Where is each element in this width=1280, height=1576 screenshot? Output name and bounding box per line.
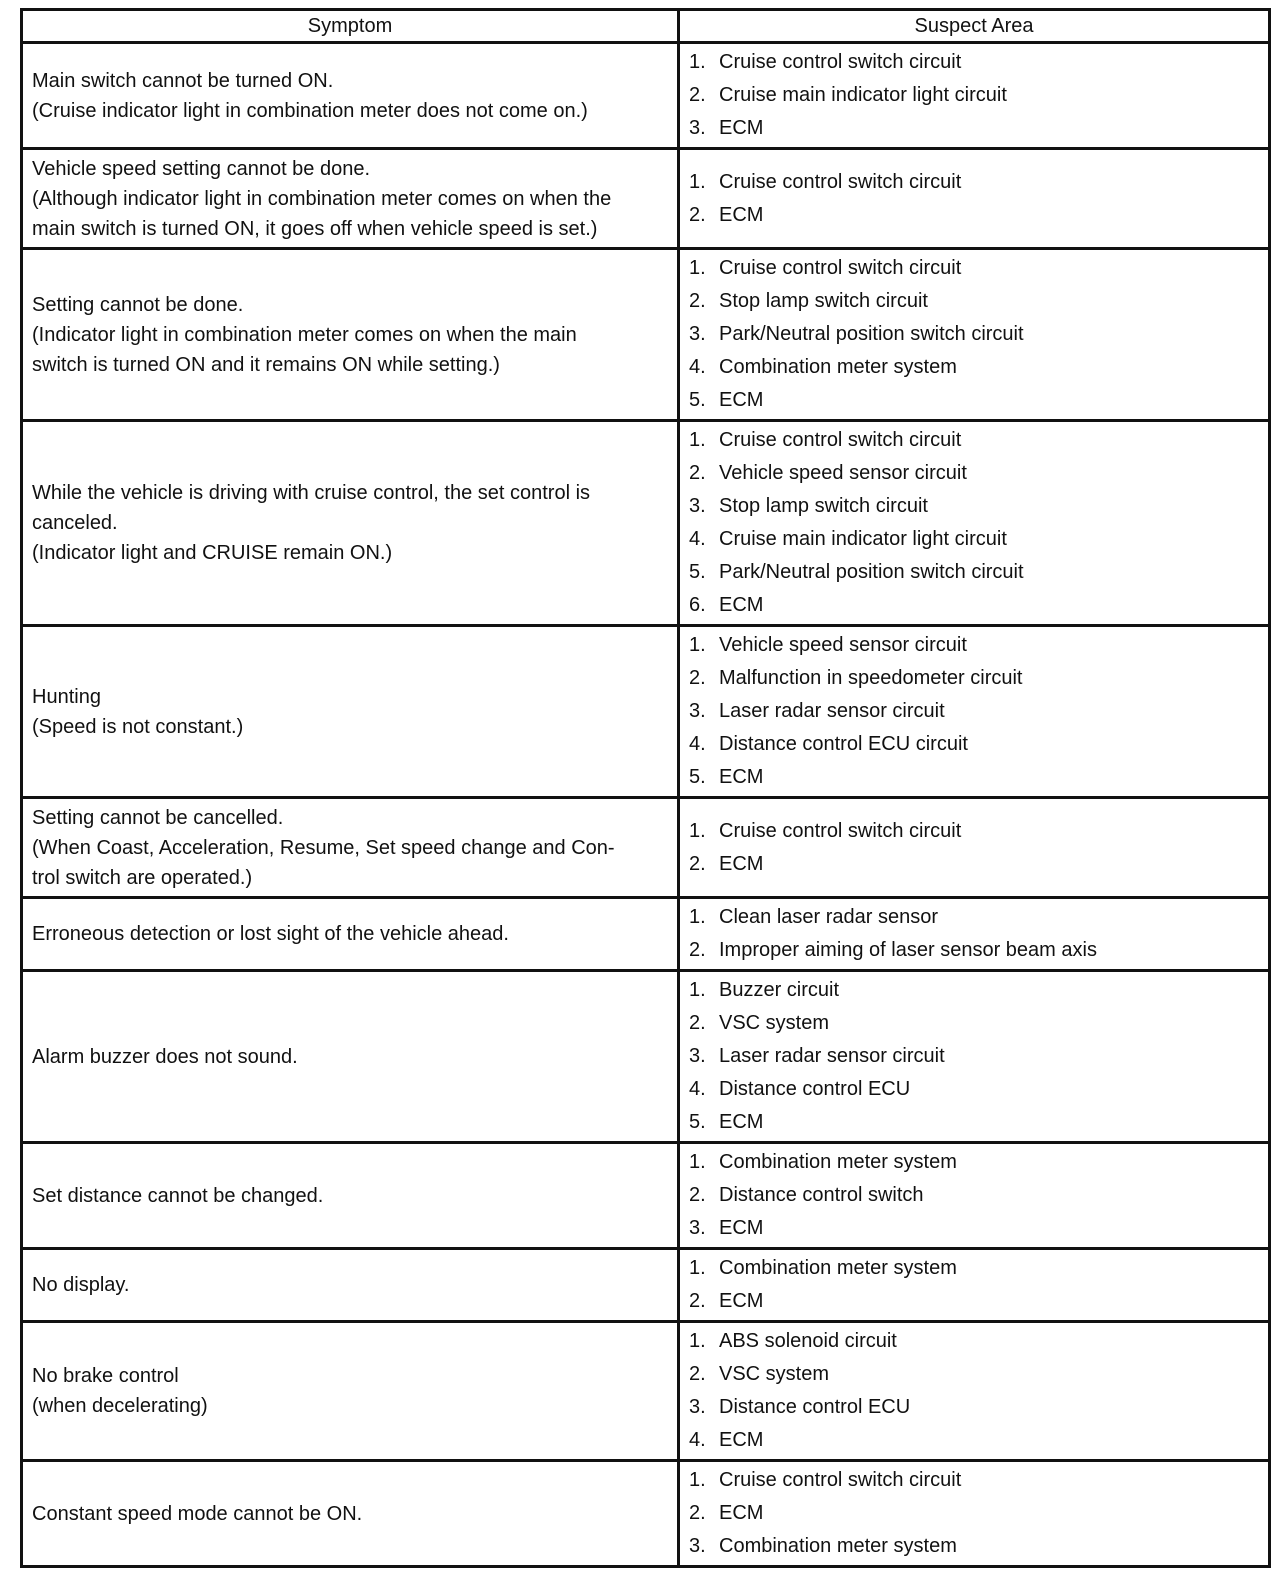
item-text: Malfunction in speedometer circuit bbox=[719, 667, 1023, 689]
item-text: Combination meter system bbox=[719, 1257, 957, 1279]
item-number: 1. bbox=[689, 1469, 706, 1491]
list-item bbox=[689, 1464, 1258, 1497]
symptom-cell bbox=[22, 1322, 679, 1461]
item-number: 1. bbox=[689, 1330, 706, 1352]
item-text: ECM bbox=[719, 1429, 764, 1451]
item-number: 4. bbox=[689, 733, 706, 755]
item-text: Improper aiming of laser sensor beam axis bbox=[719, 939, 1097, 961]
item-text: Clean laser radar sensor bbox=[719, 906, 938, 928]
item-number: 2. bbox=[689, 1184, 706, 1206]
symptom-cell bbox=[22, 249, 679, 421]
item-number: 3. bbox=[689, 1045, 706, 1067]
list-item bbox=[689, 79, 1258, 112]
symptom-line: switch is turned ON and it remains ON while setting.) bbox=[32, 353, 500, 376]
list-item bbox=[689, 901, 1258, 934]
suspect-area-list bbox=[689, 424, 1258, 622]
list-item bbox=[689, 848, 1258, 881]
symptom-line: (Indicator light in combination meter comes on when the main bbox=[32, 323, 577, 346]
table-row bbox=[22, 1249, 1270, 1322]
symptom-line: Vehicle speed setting cannot be done. bbox=[32, 157, 371, 180]
symptom-cell bbox=[22, 971, 679, 1143]
list-item bbox=[689, 166, 1258, 199]
table-row bbox=[22, 1461, 1270, 1567]
suspect-area-cell bbox=[679, 421, 1270, 626]
symptom-line: No display. bbox=[32, 1274, 130, 1296]
suspect-area-list bbox=[689, 46, 1258, 145]
header-row bbox=[22, 10, 1270, 43]
item-text: Cruise main indicator light circuit bbox=[719, 528, 1007, 550]
item-text: Vehicle speed sensor circuit bbox=[719, 634, 967, 656]
item-text: Combination meter system bbox=[719, 356, 957, 378]
suspect-area-cell bbox=[679, 249, 1270, 421]
symptom-line: main switch is turned ON, it goes off when vehicle speed is set.) bbox=[32, 217, 598, 240]
item-text: ECM bbox=[719, 1290, 764, 1312]
list-item bbox=[689, 761, 1258, 794]
list-item bbox=[689, 285, 1258, 318]
item-text: ECM bbox=[719, 203, 764, 226]
item-number: 2. bbox=[689, 1290, 706, 1312]
list-item bbox=[689, 1424, 1258, 1457]
list-item bbox=[689, 815, 1258, 848]
item-text: Laser radar sensor circuit bbox=[719, 700, 945, 722]
symptom-cell bbox=[22, 898, 679, 971]
item-number: 1. bbox=[689, 634, 706, 656]
item-number: 3. bbox=[689, 1396, 706, 1418]
item-text: Stop lamp switch circuit bbox=[719, 290, 928, 312]
list-item bbox=[689, 695, 1258, 728]
list-item bbox=[689, 1285, 1258, 1318]
item-text: Distance control ECU bbox=[719, 1078, 911, 1100]
symptom-cell bbox=[22, 149, 679, 249]
list-item bbox=[689, 728, 1258, 761]
item-number: 5. bbox=[689, 561, 706, 583]
symptom-line: trol switch are operated.) bbox=[32, 866, 253, 889]
list-item bbox=[689, 1106, 1258, 1139]
suspect-area-list bbox=[689, 252, 1258, 417]
item-number: 1. bbox=[689, 906, 706, 928]
list-item bbox=[689, 1358, 1258, 1391]
item-text: Park/Neutral position switch circuit bbox=[719, 323, 1024, 345]
suspect-area-cell bbox=[679, 898, 1270, 971]
item-text: ECM bbox=[719, 389, 764, 411]
item-number: 4. bbox=[689, 356, 706, 378]
suspect-area-cell bbox=[679, 626, 1270, 798]
symptom-line: canceled. bbox=[32, 512, 118, 534]
header-symptom: Symptom bbox=[22, 10, 679, 43]
item-number: 2. bbox=[689, 852, 706, 875]
suspect-area-list bbox=[689, 1146, 1258, 1245]
symptom-cell bbox=[22, 1249, 679, 1322]
list-item bbox=[689, 1073, 1258, 1106]
list-item bbox=[689, 46, 1258, 79]
item-text: ECM bbox=[719, 594, 764, 616]
item-text: Cruise main indicator light circuit bbox=[719, 84, 1007, 106]
item-number: 1. bbox=[689, 51, 706, 73]
suspect-area-cell bbox=[679, 43, 1270, 149]
item-text: Distance control ECU bbox=[719, 1396, 911, 1418]
symptom-cell bbox=[22, 1143, 679, 1249]
item-text: VSC system bbox=[719, 1012, 830, 1034]
item-text: Cruise control switch circuit bbox=[719, 429, 962, 451]
suspect-area-list bbox=[689, 1325, 1258, 1457]
item-number: 1. bbox=[689, 979, 706, 1001]
symptom-line: (Cruise indicator light in combination meter does not come on.) bbox=[32, 99, 588, 122]
symptom-line: (When Coast, Acceleration, Resume, Set speed change and Con- bbox=[32, 836, 615, 859]
item-text: Distance control switch bbox=[719, 1184, 924, 1206]
suspect-area-cell bbox=[679, 1143, 1270, 1249]
table-row bbox=[22, 1143, 1270, 1249]
item-number: 2. bbox=[689, 290, 706, 312]
item-text: Laser radar sensor circuit bbox=[719, 1045, 945, 1067]
list-item bbox=[689, 1146, 1258, 1179]
suspect-area-cell bbox=[679, 149, 1270, 249]
list-item bbox=[689, 351, 1258, 384]
item-text: Distance control ECU circuit bbox=[719, 733, 968, 755]
symptom-line: (Although indicator light in combination meter comes on when the bbox=[32, 187, 612, 210]
list-item bbox=[689, 629, 1258, 662]
suspect-area-list bbox=[689, 815, 1258, 881]
list-item bbox=[689, 252, 1258, 285]
symptom-line: (when decelerating) bbox=[32, 1395, 208, 1417]
item-text: ECM bbox=[719, 1217, 764, 1239]
list-item bbox=[689, 662, 1258, 695]
item-number: 2. bbox=[689, 1502, 706, 1524]
item-text: Cruise control switch circuit bbox=[719, 257, 962, 279]
item-text: Cruise control switch circuit bbox=[719, 51, 962, 73]
list-item bbox=[689, 199, 1258, 232]
list-item bbox=[689, 1252, 1258, 1285]
list-item bbox=[689, 490, 1258, 523]
suspect-area-list bbox=[689, 901, 1258, 967]
symptom-line: Set distance cannot be changed. bbox=[32, 1184, 324, 1207]
item-number: 1. bbox=[689, 1257, 706, 1279]
symptom-line: Erroneous detection or lost sight of the vehicle ahead. bbox=[32, 923, 509, 945]
item-text: ECM bbox=[719, 852, 764, 875]
table-row bbox=[22, 43, 1270, 149]
item-number: 1. bbox=[689, 819, 706, 842]
table-body bbox=[22, 43, 1270, 1567]
table-row bbox=[22, 249, 1270, 421]
list-item bbox=[689, 112, 1258, 145]
item-number: 3. bbox=[689, 323, 706, 345]
item-number: 1. bbox=[689, 170, 706, 193]
item-text: ABS solenoid circuit bbox=[719, 1330, 897, 1352]
suspect-area-list bbox=[689, 974, 1258, 1139]
item-text: ECM bbox=[719, 1502, 764, 1524]
item-text: Combination meter system bbox=[719, 1151, 957, 1173]
item-number: 3. bbox=[689, 700, 706, 722]
list-item bbox=[689, 974, 1258, 1007]
item-number: 1. bbox=[689, 429, 706, 451]
list-item bbox=[689, 934, 1258, 967]
item-number: 3. bbox=[689, 1217, 706, 1239]
item-text: Cruise control switch circuit bbox=[719, 170, 962, 193]
item-number: 5. bbox=[689, 1111, 706, 1133]
list-item bbox=[689, 1530, 1258, 1563]
symptom-line: Alarm buzzer does not sound. bbox=[32, 1045, 298, 1068]
symptom-cell bbox=[22, 43, 679, 149]
table-row bbox=[22, 971, 1270, 1143]
suspect-area-list bbox=[689, 166, 1258, 232]
list-item bbox=[689, 589, 1258, 622]
item-text: Park/Neutral position switch circuit bbox=[719, 561, 1024, 583]
suspect-area-list bbox=[689, 1252, 1258, 1318]
item-text: Cruise control switch circuit bbox=[719, 1469, 962, 1491]
list-item bbox=[689, 1179, 1258, 1212]
suspect-area-cell bbox=[679, 1249, 1270, 1322]
symptom-cell bbox=[22, 626, 679, 798]
symptom-cell bbox=[22, 421, 679, 626]
list-item bbox=[689, 1212, 1258, 1245]
item-text: Stop lamp switch circuit bbox=[719, 495, 928, 517]
item-number: 3. bbox=[689, 495, 706, 517]
list-item bbox=[689, 384, 1258, 417]
table-row bbox=[22, 421, 1270, 626]
list-item bbox=[689, 1391, 1258, 1424]
item-number: 2. bbox=[689, 462, 706, 484]
item-text: Buzzer circuit bbox=[719, 979, 840, 1001]
suspect-area-list bbox=[689, 1464, 1258, 1563]
item-text: Cruise control switch circuit bbox=[719, 819, 962, 842]
symptom-line: Setting cannot be done. bbox=[32, 293, 244, 316]
item-text: ECM bbox=[719, 766, 764, 788]
item-number: 4. bbox=[689, 1078, 706, 1100]
item-number: 2. bbox=[689, 1363, 706, 1385]
item-text: Vehicle speed sensor circuit bbox=[719, 462, 967, 484]
symptom-line: (Indicator light and CRUISE remain ON.) bbox=[32, 542, 393, 564]
troubleshooting-table bbox=[20, 8, 1271, 1568]
table-row bbox=[22, 898, 1270, 971]
item-number: 2. bbox=[689, 84, 706, 106]
item-text: Combination meter system bbox=[719, 1535, 957, 1557]
suspect-area-cell bbox=[679, 1322, 1270, 1461]
item-number: 1. bbox=[689, 257, 706, 279]
table-row bbox=[22, 626, 1270, 798]
item-text: VSC system bbox=[719, 1363, 830, 1385]
list-item bbox=[689, 556, 1258, 589]
symptom-line: (Speed is not constant.) bbox=[32, 715, 244, 738]
list-item bbox=[689, 424, 1258, 457]
suspect-area-cell bbox=[679, 798, 1270, 898]
list-item bbox=[689, 318, 1258, 351]
symptom-cell bbox=[22, 1461, 679, 1567]
item-number: 2. bbox=[689, 667, 706, 689]
item-number: 5. bbox=[689, 766, 706, 788]
suspect-area-cell bbox=[679, 971, 1270, 1143]
list-item bbox=[689, 1007, 1258, 1040]
item-number: 3. bbox=[689, 117, 706, 139]
item-number: 2. bbox=[689, 1012, 706, 1034]
symptom-line: No brake control bbox=[32, 1365, 179, 1387]
list-item bbox=[689, 523, 1258, 556]
header-suspect-area: Suspect Area bbox=[679, 10, 1270, 43]
list-item bbox=[689, 1497, 1258, 1530]
table-row bbox=[22, 1322, 1270, 1461]
table-row bbox=[22, 798, 1270, 898]
suspect-area-list bbox=[689, 629, 1258, 794]
symptom-cell bbox=[22, 798, 679, 898]
item-number: 6. bbox=[689, 594, 706, 616]
symptom-line: While the vehicle is driving with cruise control, the set control is bbox=[32, 482, 591, 504]
symptom-line: Hunting bbox=[32, 685, 101, 708]
item-number: 5. bbox=[689, 389, 706, 411]
symptom-line: Constant speed mode cannot be ON. bbox=[32, 1502, 363, 1525]
item-text: ECM bbox=[719, 117, 764, 139]
item-number: 3. bbox=[689, 1535, 706, 1557]
symptom-line: Setting cannot be cancelled. bbox=[32, 806, 284, 829]
table-row bbox=[22, 149, 1270, 249]
item-number: 2. bbox=[689, 939, 706, 961]
list-item bbox=[689, 457, 1258, 490]
list-item bbox=[689, 1040, 1258, 1073]
item-text: ECM bbox=[719, 1111, 764, 1133]
list-item bbox=[689, 1325, 1258, 1358]
item-number: 1. bbox=[689, 1151, 706, 1173]
suspect-area-cell bbox=[679, 1461, 1270, 1567]
item-number: 4. bbox=[689, 1429, 706, 1451]
symptom-line: Main switch cannot be turned ON. bbox=[32, 69, 334, 92]
item-number: 2. bbox=[689, 203, 706, 226]
item-number: 4. bbox=[689, 528, 706, 550]
